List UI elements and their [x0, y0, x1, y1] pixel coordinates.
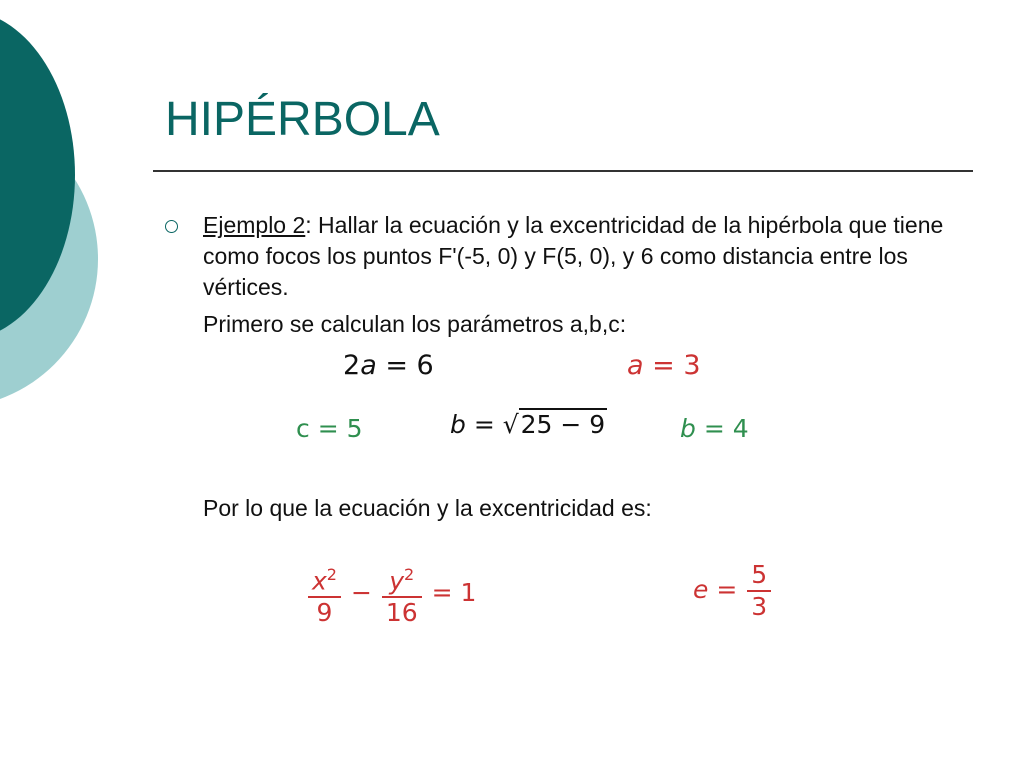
equation-2a	[343, 350, 434, 381]
minus-sign: −	[350, 578, 372, 608]
equation-eccentricity	[693, 560, 773, 622]
equation-b-rest: = 4	[695, 414, 749, 443]
x-var: x	[312, 566, 327, 596]
x-denominator: 9	[316, 598, 333, 628]
y-var: y	[389, 566, 405, 596]
equation-2a-rest: = 6	[376, 350, 434, 381]
equation-b	[680, 414, 749, 443]
equation-c: c = 5	[296, 414, 363, 443]
slide-title: HIPÉRBOLA	[165, 93, 440, 146]
equation-hyperbola	[306, 560, 476, 628]
fraction-e	[747, 560, 771, 622]
title-divider	[153, 170, 973, 172]
y-exponent: 2	[404, 565, 415, 584]
equals-one: = 1	[431, 578, 477, 608]
e-var: e	[693, 575, 709, 604]
bullet-circle-icon	[165, 220, 178, 233]
equation-a-var: a	[627, 350, 644, 381]
e-numerator: 5	[747, 560, 771, 592]
equation-2a-var: a	[360, 350, 377, 381]
equation-2a-coef: 2	[343, 350, 361, 381]
e-denominator: 3	[751, 592, 768, 621]
equation-b-var: b	[680, 414, 696, 443]
equation-b-sqrt-eq: =	[465, 410, 503, 439]
fraction-y	[382, 560, 422, 628]
y-denominator: 16	[385, 598, 418, 628]
equation-a	[627, 350, 701, 381]
sqrt-symbol: √25 − 9	[502, 410, 606, 439]
x-exponent: 2	[326, 565, 337, 584]
example-paragraph	[203, 210, 963, 303]
equation-a-rest: = 3	[643, 350, 701, 381]
sqrt-radicand: 25 − 9	[520, 410, 606, 439]
equation-b-sqrt	[450, 410, 607, 439]
fraction-x	[308, 560, 341, 628]
example-label: Ejemplo 2	[203, 212, 306, 238]
equation-b-sqrt-var: b	[450, 410, 466, 439]
step2-text: Por lo que la ecuación y la excentricidad es:	[203, 495, 652, 521]
step1-text: Primero se calculan los parámetros a,b,c:	[203, 311, 627, 337]
e-equals: =	[708, 575, 746, 604]
example-text: : Hallar la ecuación y la excentricidad de la hipérbola que tiene como focos los puntos F'(-5, 0) y F(5, 0), y 6 como distancia entre los vértices.	[203, 212, 944, 300]
